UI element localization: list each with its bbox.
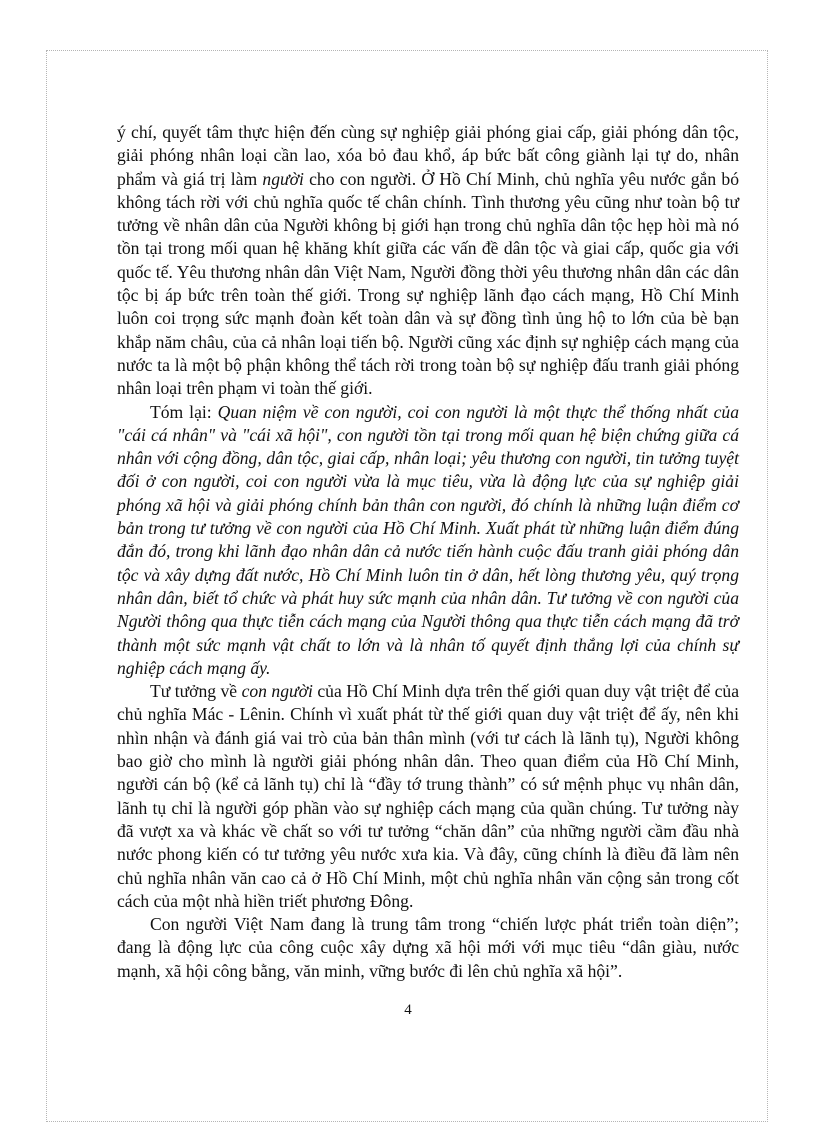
summary-paragraph — [117, 401, 739, 681]
paragraph-4: Con người Việt Nam đang là trung tâm trong “chiến lược phát triển toàn diện”; đang là động lực của công cuộc xây dựng xã hội mới với mục tiêu “dân giàu, nước mạnh, xã hội công bằng, văn minh, vững bước đi lên chủ nghĩa xã hội”. — [117, 914, 739, 981]
paragraph-3-start: Tư tưởng về — [150, 681, 242, 702]
paragraph-3 — [117, 680, 739, 913]
paragraph-1-text: ý chí, quyết tâm thực hiện đến cùng sự nghiệp giải phóng giai cấp, giải phóng dân tộc, giải phóng nhân loại cần lao, xóa bỏ đau khổ, áp bức bất công giành lại tự do, nhân phẩm và giá trị làm — [117, 122, 739, 189]
paragraph-1-emphasis: người — [262, 168, 304, 189]
paragraph-3-emphasis: con người — [241, 681, 313, 702]
page-number: 4 — [404, 1002, 412, 1018]
paragraph-3-text: của Hồ Chí Minh dựa trên thế giới quan duy vật triệt để của chủ nghĩa Mác - Lênin. Chính vì xuất phát từ thế giới quan duy vật triệt để ấy, nên khi nhìn nhận và đánh giá vai trò của bản thân mình (với tư cách là lãnh tụ), Người không bao giờ cho mình là người giải phóng nhân dân. Theo quan điểm của Hồ Chí Minh, người cán bộ (kể cả lãnh tụ) chỉ là “đầy tớ trung thành” có sứ mệnh phục vụ nhân dân, lãnh tụ chỉ là người góp phần vào sự nghiệp cách mạng của quần chúng. Tư tưởng này đã vượt xa và khác về chất so với tư tưởng “chăn dân” của những người cầm đầu nhà nước phong kiến có tư tưởng yêu nước xưa kia. Và đây, cũng chính là điều đã làm nên chủ nghĩa nhân văn cao cả ở Hồ Chí Minh, một chủ nghĩa nhân văn cộng sản trong cốt cách của một nhà hiền triết phương Đông. — [117, 681, 740, 911]
summary-label: Tóm lại: — [150, 401, 218, 422]
summary-body: Quan niệm về con người, coi con người là một thực thể thống nhất của "cái cá nhân" và "cái xã hội", con người tồn tại trong mối quan hệ biện chứng giữa cá nhân với cộng đồng, dân tộc, giai cấp, nhân loại; yêu thương con người, tin tưởng tuyệt đối ở con người, coi con người vừa là mục tiêu, vừa là động lực của sự nghiệp giải phóng xã hội và giải phóng chính bản thân con người, đó chính là những luận điểm cơ bản trong tư tưởng về con người của Hồ Chí Minh. Xuất phát từ những luận điểm đúng đắn đó, trong khi lãnh đạo nhân dân cả nước tiến hành cuộc đấu tranh giải phóng dân tộc và xây dựng đất nước, Hồ Chí Minh luôn tin ở dân, hết lòng thương yêu, quý trọng nhân dân, biết tổ chức và phát huy sức mạnh của nhân dân. Tư tưởng về con người của Người thông qua thực tiễn cách mạng của Người thông qua thực tiễn cách mạng đã trở thành một sức mạnh vật chất to lớn và là nhân tố quyết định thắng lợi của chính sự nghiệp cách mạng ấy. — [117, 401, 739, 678]
paragraph-1-text-end: cho con người. Ở Hồ Chí Minh, chủ nghĩa yêu nước gắn bó không tách rời với chủ nghĩa quốc tế chân chính. Tình thương yêu cũng như toàn bộ tư tưởng về nhân dân của Người không bị giới hạn trong chủ nghĩa dân tộc hẹp hòi mà nó tồn tại trong mối quan hệ khăng khít giữa các vấn đề dân tộc và giai cấp, quốc gia với quốc tế. Yêu thương nhân dân Việt Nam, Người đồng thời yêu thương nhân dân các dân tộc bị áp bức trên toàn thế giới. Trong sự nghiệp lãnh đạo cách mạng, Hồ Chí Minh luôn coi trọng sức mạnh đoàn kết toàn dân và sự đồng tình ủng hộ to lớn của bè bạn khắp năm châu, của cả nhân loại tiến bộ. Người cũng xác định sự nghiệp cách mạng của nước ta là một bộ phận không thể tách rời trong toàn bộ sự nghiệp đấu tranh giải phóng nhân loại trên phạm vi toàn thế giới. — [117, 168, 739, 399]
document-body — [117, 121, 739, 983]
paragraph-1 — [117, 121, 739, 401]
